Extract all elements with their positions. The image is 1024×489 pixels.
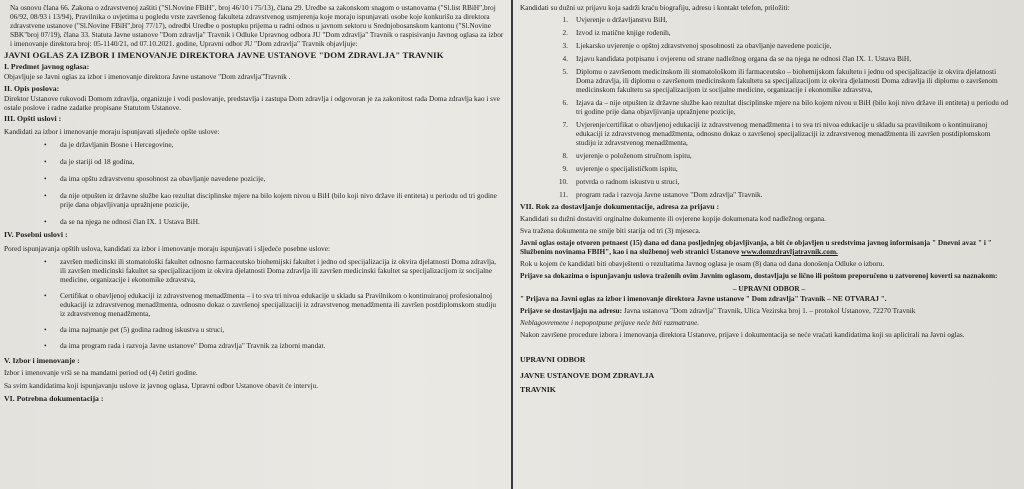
signature-line-3: TRAVNIK [520, 385, 556, 394]
section-5-text-2: Sa svim kandidatima koji ispunjavanju uslove iz javnog oglasa, Upravni odbor Ustanove obavit će intervju. [4, 381, 319, 390]
left-column [4, 0, 504, 489]
list-item: • da nije otpušten iz državne službe kao rezultat disciplinske mjere na bilo kojem nivou u BiH (bilo koji nivo države ili entiteta) u periodu od tri godine prije dana objavljivanja upražnjene pozicije, [4, 191, 504, 209]
section-1-text: Objavljuje se Javni oglas za izbor i imenovanje direktora Javne ustanove "Dom zdravlja"Travnik . [4, 72, 291, 81]
envelope-recipient: – UPRAVNI ODBOR – [732, 284, 806, 293]
announcement-heading: JAVNI OGLAS ZA IZBOR I IMENOVANJE DIREKTORA JAVNE USTANOVE "DOM ZDRAVLJA" TRAVNIK [4, 50, 444, 60]
list-item: • završen medicinski ili stomatološki fakultet odnosno farmaceutsko biohemijski fakultet i jedno od specijalizacija iz okvira djelatnosti Doma zdravlja, ili završen medicinski fakultet sa specijalizacijom iz okvira djelatnosti Doma zdravlja ili završen medicinski fakultet sa specijalizacijom iz socijalne medicine, organizacije i ekonomike zdravstva, [4, 257, 504, 284]
list-item [520, 120, 1018, 147]
item-number: 6. [562, 98, 568, 107]
section-4-intro: Pored ispunjavanja opštih uslova, kandidati za izbor i imenovanje moraju ispunjavati i sljedeće posebne uslove: [4, 244, 331, 253]
list-item: • da ima najmanje pet (5) godina radnog iskustva u struci, [4, 325, 504, 334]
section-4-title: IV. Posebni uslovi : [4, 230, 68, 239]
list-item: • da ima opštu zdravstvenu sposobnost za obavljanje navedene pozicije, [4, 174, 504, 183]
section-7-title: VII. Rok za dostavljanje dokumentacije, adresa za prijavu : [520, 202, 720, 211]
list-item: • da je stariji od 18 godina, [4, 157, 504, 166]
section-7-submission: Prijave sa dokazima o ispunjavanju uslova traženih ovim Javnim oglasom, dostavljaju se lično ili poštom preporučeno u zatvorenoj koverti sa naznakom: [520, 271, 998, 280]
item-number: 1. [562, 15, 568, 24]
item-number: 3. [562, 41, 568, 50]
item-number: 10. [558, 177, 568, 186]
item-number: 11. [559, 190, 568, 199]
section-7-text-2: Sva tražena dokumenta ne smije biti starija od tri (3) mjeseca. [520, 226, 701, 235]
list-item [520, 15, 1018, 24]
item-number: 5. [562, 67, 568, 76]
signature-line-2: JAVNE USTANOVE DOM ZDRAVLJA [520, 371, 655, 380]
list-item: • Certifikat o obavljenoj edukaciji iz zdravstvenog menadžmenta – i to sva tri nivoa edukacije u skladu sa Pravilnikom o kontinuiranoj profesionalnoj edukaciji iz zdravstvenog menadžmenta, odnosno dokaz o završenoj specijalizaciji iz zdravstvenog menadžmenta ili završen postdiplomskom studiju iz zdravstvenog menadžmenta, [4, 291, 504, 318]
special-conditions-list [4, 257, 504, 350]
item-text: Uvjerenje o državljanstvu BiH, [576, 15, 668, 24]
envelope-title: " Prijava na Javni oglas za izbor i imenovanje direktora Javne ustanove " Dom zdravlja" Travnik – NE OTVARAJ ". [520, 294, 887, 303]
column-divider [511, 0, 513, 489]
item-number: 2. [562, 28, 568, 37]
list-item [520, 67, 1018, 94]
list-item [520, 98, 1018, 116]
right-column [520, 0, 1018, 489]
item-text: uvjerenje o položenom stručnom ispitu, [576, 151, 692, 160]
section-7-publication [520, 238, 1018, 256]
list-item: • da je državljanin Bosne i Hercegovine, [4, 140, 504, 149]
section-3-title: III. Opšti uslovi : [4, 114, 62, 123]
section-5-text-1: Izbor i imenovanje vrši se na mandatni period od (4) četiri godine. [4, 368, 198, 377]
intro-paragraph: Na osnovu člana 66. Zakona o zdravstvenoj zaštiti ("Sl.Novine FBiH", broj 46/10 i 75/13), člana 29. Uredbe sa zakonskom snagom o ustanovama ("Sl.list RBiH",broj 06/92, 08/93 i 13/94), Pravilnika o uvjetima u pogledu vrste završenog fakulteta zdravstvenog usmjerenja koje moraju ispunjavati osobe koje konkurišu za direktora zdravstvene ustanove ("Sl.Novine FBiH",broj 77/17), odredbi Uredbe o postupku prijema u radni odnos u javnom sektoru u Srednjobosanskom kantonu ("Sl.Novine SBK"broj 07/19), člana 33. Statuta Javne ustanove "Dom zdravlja" Travnik i Odluke Upravnog odbora JU "Dom zdravlja" Travnik o raspisivanju Javnog oglasa za izbor i imenovanje direktora broj: 05-1140/21, od 07.10.2021. godine, Upravni odbor JU "Dom zdravlja" Travnik objavljuje: [10, 3, 504, 48]
section-5-title: V. Izbor i imenovanje : [4, 356, 80, 365]
address-label: Prijave se dostavljaju na adresu: [520, 306, 623, 315]
section-3-intro: Kandidati za izbor i imenovanje moraju ispunjavati sljedeće opšte uslove: [4, 127, 220, 136]
item-number: 4. [562, 54, 568, 63]
item-text: Ljekarsko uvjerenje o opštoj zdravstvenoj sposobnosti za obavljanje navedene pozicije, [576, 41, 832, 50]
list-item [520, 28, 1018, 37]
signature-line-1: UPRAVNI ODBOR [520, 355, 586, 364]
item-text: potvrda o radnom iskustvu u struci, [576, 177, 680, 186]
section-2-text: Direktor Ustanove rukovodi Domom zdravlja, organizuje i vodi poslovanje, predstavlja i zastupa Dom zdravlja i odgovoran je za zakonitost rada Doma zdravlja kao i sve ostale poslove i radne zadatke propisane Statutom Ustanove. [4, 94, 500, 112]
item-text: Izvod iz matične knjige rođenih, [576, 28, 671, 37]
list-item [520, 164, 1018, 173]
item-text: Uvjerenje/certifikat o obavljenoj edukaciji iz zdravstvenog menadžmenta i to sva tri nivoa edukacije u skladu sa pravilnikom o kontinuiranoj edukaciji iz zdravstvenog menadžmenta, odnosno dokaz o završenoj specijalizaciji iz zdravstvenog menadžmenta ili završen postdiplomskom studiju iz zdravstvenog menadžmenta, [576, 120, 991, 147]
item-text: uvjerenje o specijalističkom ispitu, [576, 164, 678, 173]
publication-text: Javni oglas ostaje otvoren petnaest (15) dana od dana posljednjeg objavljivanja, a bit će objavljen u sredstvima javnog informisanja " Dnevni avaz " i " Službenim novinama FBIH", kao i na službenoj web stranici Ustanove [520, 238, 992, 256]
section-6-title: VI. Potrebna dokumentacija : [4, 394, 104, 403]
address-text: Javna ustanova "Dom zdravlja" Travnik, Ulica Vezirska broj 1. – protokol Ustanove, 72270 Travnik [623, 306, 916, 315]
documents-intro: Kandidati su dužni uz prijavu koja sadrži kraću biografiju, adresu i kontakt telefon, priložiti: [520, 3, 790, 12]
list-item: • da se na njega ne odnosi član IX. 1 Ustava BiH. [4, 217, 504, 226]
section-7-text-1: Kandidati su dužni dostaviti orginalne dokumente ili ovjerene kopije dokumenata kod nadležnog organa. [520, 214, 826, 223]
item-text: Izjavu kandidata potpisanu i ovjerenu od strane nadležnog organa da se na njega ne odnosi član IX. 1. Ustava BiH, [576, 54, 912, 63]
list-item [520, 151, 1018, 160]
item-number: 9. [562, 164, 568, 173]
item-text: Izjava da – nije otpušten iz državne službe kao rezultat disciplinske mjere na bilo kojem nivou u BiH (bilo koji nivo države ili entiteta) u periodu od tri godine prije dana objavljivanja upražnjene pozicije, [576, 98, 1009, 116]
list-item [520, 177, 1018, 186]
address-paragraph [520, 306, 1018, 315]
list-item [520, 190, 1018, 199]
incomplete-notice: Neblagovremene i nepopotpune prijave neće biti razmatrane. [520, 318, 700, 327]
section-7-text-3: Rok u kojem će kandidati biti obavještenti o rezultatima Javnog oglasa je osam (8) dana od dana donošenja Odluke o izboru. [520, 259, 885, 268]
closing-notice: Nakon završene procedure izbora i imenovanja direktora Ustanove, prijave i dokumentacija se neće vraćati kandidatima koji su aplicirali na Javni oglas. [520, 330, 965, 339]
general-conditions-list [4, 140, 504, 226]
item-number: 7. [562, 120, 568, 129]
item-text: program rada i razvoja Javne ustanove "Dom zdravlja" Travnik. [576, 190, 763, 199]
documents-list [520, 15, 1018, 199]
item-text: Diplomu o završenom medicinskom ili stomatološkom ili farmaceutsko – biohemijskom fakultetu i jednu od specijalizacije iz okvira djelatnosti Doma zdravlja, ili diplomu o završenom medicinskom fakultetu sa specijalizacijom iz okvira djelatnosti Doma zdravlja ili diplomu o završenom medicinskom fakultetu sa specijalizacijom iz socijalne medicine, organizacije i ekonomike zdravstva, [576, 67, 998, 94]
section-1-title: I. Predmet javnog oglasa: [4, 62, 90, 71]
website-link[interactable]: www.domzdravljatravnik.com. [741, 247, 838, 256]
item-number: 8. [562, 151, 568, 160]
section-2-title: II. Opis poslova: [4, 84, 60, 93]
list-item [520, 41, 1018, 50]
list-item [520, 54, 1018, 63]
list-item: • da ima program rada i razvoja Javne ustanove" Doma zdravlja" Travnik za izborni mandat. [4, 341, 504, 350]
